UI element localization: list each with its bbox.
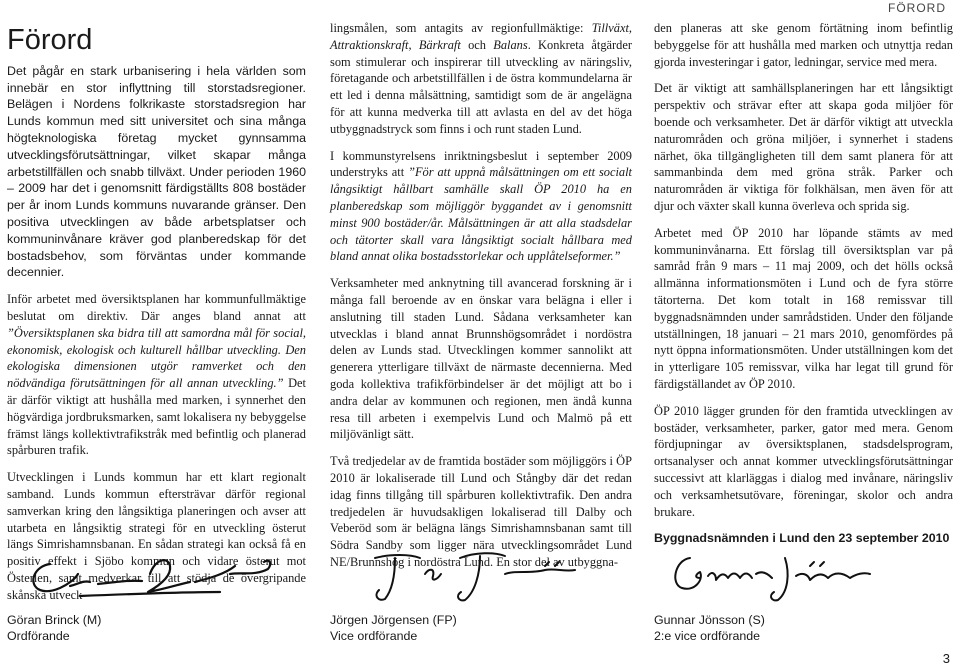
signer-name: Jörgen Jörgensen (FP) bbox=[330, 613, 457, 627]
italic-text: Tillväxt, Attraktionskraft, Bärkraft bbox=[330, 21, 632, 52]
paragraph-8: den planeras att ske genom förtätning inom befintlig bebyggelse för att hushålla med marken och utnyttja redan gjorda investeringar i gator, ledningar, service med mera. bbox=[654, 21, 953, 69]
signer-1 bbox=[7, 612, 101, 644]
text-span: Det är därför viktigt att hushålla med marken, i synnerhet den högvärdiga jordbruksmarken, samt lokalisera ny bebyggelse främst längs kollektivtrafikstråk med befintlig och planerad spårburen trafik. bbox=[7, 376, 306, 458]
quote: ”För att uppnå målsättningen om ett socialt långsiktigt hållbart samhälle skall ÖP 2010 ha en planberedskap som möjliggör byggandet av i genomsnitt minst 900 bostäder/år. Målsättningen är att alla stadsdelar och tätorter skall vara långsiktigt socialt hållbara med bland annat olika bostadsstorlekar och upplåtelseformer.” bbox=[330, 165, 632, 264]
signature-3 bbox=[660, 544, 880, 604]
paragraph-4 bbox=[330, 20, 632, 138]
column-1 bbox=[7, 0, 306, 614]
signer-role: Ordförande bbox=[7, 629, 70, 643]
paragraph-7: Två tredjedelar av de framtida bostäder som möjliggörs i ÖP 2010 är lokaliserade till Lund och Stångby där det redan idag finns tillgång till spårburen kollektivtrafik. Den andra tredjedelen är huvudsakligen lokaliserad till Dalby och Veberöd som är belägna längs Simrishamnsbanan samt till Södra Sandby som ligger nära utvecklingsområdet Lund NE/Brunnshög i nordöstra Lund. En stor del av utbyggna- bbox=[330, 454, 632, 569]
italic-text: Balans bbox=[493, 37, 528, 52]
text-span: I kommunstyrelsens inriktningsbeslut i september 2009 understryks att bbox=[330, 148, 632, 180]
signer-2 bbox=[330, 612, 457, 644]
paragraph-2 bbox=[7, 291, 306, 459]
signature-2 bbox=[355, 544, 625, 604]
paragraph-9: Det är viktigt att samhällsplaneringen har ett långsiktigt perspektiv och strävar efter att skapa goda miljöer för boende och verksamheter. Det är därför viktigt att utveckla naturområden och gröna miljöer, i synnerhet i stadens närhet, öka tillgängligheten till dem samt planera för att sammanbinda dem med gröna stråk. Parker och naturområden är viktiga för folkhälsan, men även för att djur och växter skall kunna överleva och sprida sig. bbox=[654, 81, 953, 213]
signer-name: Gunnar Jönsson (S) bbox=[654, 613, 765, 627]
text-span: lingsmålen, som antagits av regionfullmäktige: bbox=[330, 21, 592, 35]
signer-name: Göran Brinck (M) bbox=[7, 613, 102, 627]
page-number: 3 bbox=[942, 651, 950, 666]
page-title: Förord bbox=[7, 24, 93, 56]
column-3 bbox=[654, 20, 953, 557]
paragraph-5 bbox=[330, 148, 632, 266]
signature-1 bbox=[20, 544, 310, 604]
quote: ”Översiktsplanen ska bidra till att samordna mål för social, ekonomisk, ekologisk och kulturell hållbar utveckling. Den ekologiska dimensionen utgör ramverket och den nödvändiga förutsättningen för all annan utveckling.” bbox=[7, 325, 306, 391]
paragraph-11: ÖP 2010 lägger grunden för den framtida utvecklingen av bostäder, verksamheter, parker, gator med mera. Genom fördjupningar av översiktsplanen, stadsdelsprogram, ortsanalyser och annat kommer utvecklingsförutsättningar successivt att klarläggas i dialog med invånare, näringsliv och verksamhetsutövare, föreningar, skolor och andra brukare. bbox=[654, 403, 953, 519]
text-span: Inför arbetet med översiktsplanen har kommunfullmäktige beslutat om direktiv. Där anges bland annat att bbox=[7, 292, 306, 323]
signer-role: 2:e vice ordförande bbox=[654, 629, 761, 643]
signer-role: Vice ordförande bbox=[330, 629, 418, 643]
signature-date-line: Byggnadsnämnden i Lund den 23 september 2010 bbox=[654, 531, 950, 546]
section-label: FÖRORD bbox=[888, 1, 946, 15]
paragraph-10: Arbetet med ÖP 2010 har löpande stämts av med kommuninvånarna. Ett förslag till översiktsplan var på samråd från 9 mars – 11 maj 2009, och det hölls också allmänna informationsmöten i Lund och de fyra större tätorterna. Det kom totalt in 168 remissvar till byggnadsnämnden under samrådstiden. Under den följande utställningen, 18 januari – 21 mars 2010, genomfördes på nytt öppna informationsmöten. Under utställningen kom det in ytterligare 105 remissvar, vilka har legat till grund för färdigställandet av ÖP 2010. bbox=[654, 225, 953, 391]
signer-3 bbox=[654, 612, 765, 644]
text-span: och bbox=[460, 37, 494, 52]
paragraph-6: Verksamheter med anknytning till avancerad forskning är i många fall beroende av en önskar vara belägna i eller i anslutning till staden Lund. Sådana verksamheter kan utvecklas i bland annat Brunnshögsområdet i nordöstra delen av Lunds stad. Utvecklingen kommer sannolikt att generera ytterligare tillväxt de närmaste decennierna. Med goda kollektiva trafikförbindelser är det möjligt att bo i andra delar av kommunen och regionen, men ändå kunna resa till arbeten i exempelvis Lund och Malmö på ett miljövänligt sätt. bbox=[330, 276, 632, 442]
paragraph-1: Det pågår en stark urbanisering i hela världen som innebär en stor inflyttning till storstadsregioner. Belägen i Nordens folkrikaste storstadsregion har Lunds kommun med sitt universitet och sina många högteknologiska företag mycket gynnsamma utvecklingsförutsättningar, vilket skapar många arbetstillfällen och snabb tillväxt. Under perioden 1960 – 2009 har det i genomsnitt färdigställts 808 bostäder per år inom Lunds kommuns nuvarande gränser. Den positiva utvecklingen av både arbetsplatser och kommuninvånare kräver god planberedskap för det bostadsbehov, som förväntas under kommande decennier. bbox=[7, 63, 306, 280]
text-span: . Konkreta åtgärder som stimulerar och inspirerar till utveckling av näringsliv, företagande och arbetstillfällen i de östra kommundelarna är ett led i denna målsättning, samtidigt som de är angelägna för att kunna medverka till att avlasta en del av det höga utbyggnadstryck som finns i och runt staden Lund. bbox=[330, 37, 633, 136]
column-2 bbox=[330, 20, 632, 581]
paragraph-3: Utvecklingen i Lunds kommun har ett klart regionalt samband. Lunds kommun eftersträvar därför regional samverkan kring den långsiktiga planeringen och avser att utarbeta en långsiktig strategi för en utveckling österut längs Simrishamnsbanan. En sådan strategi kan också få en positiv effekt i Sjöbo kommun och vidare österut mot Österlen, samt medverkar till att stödja de övergripande skånska utveck- bbox=[7, 470, 306, 602]
